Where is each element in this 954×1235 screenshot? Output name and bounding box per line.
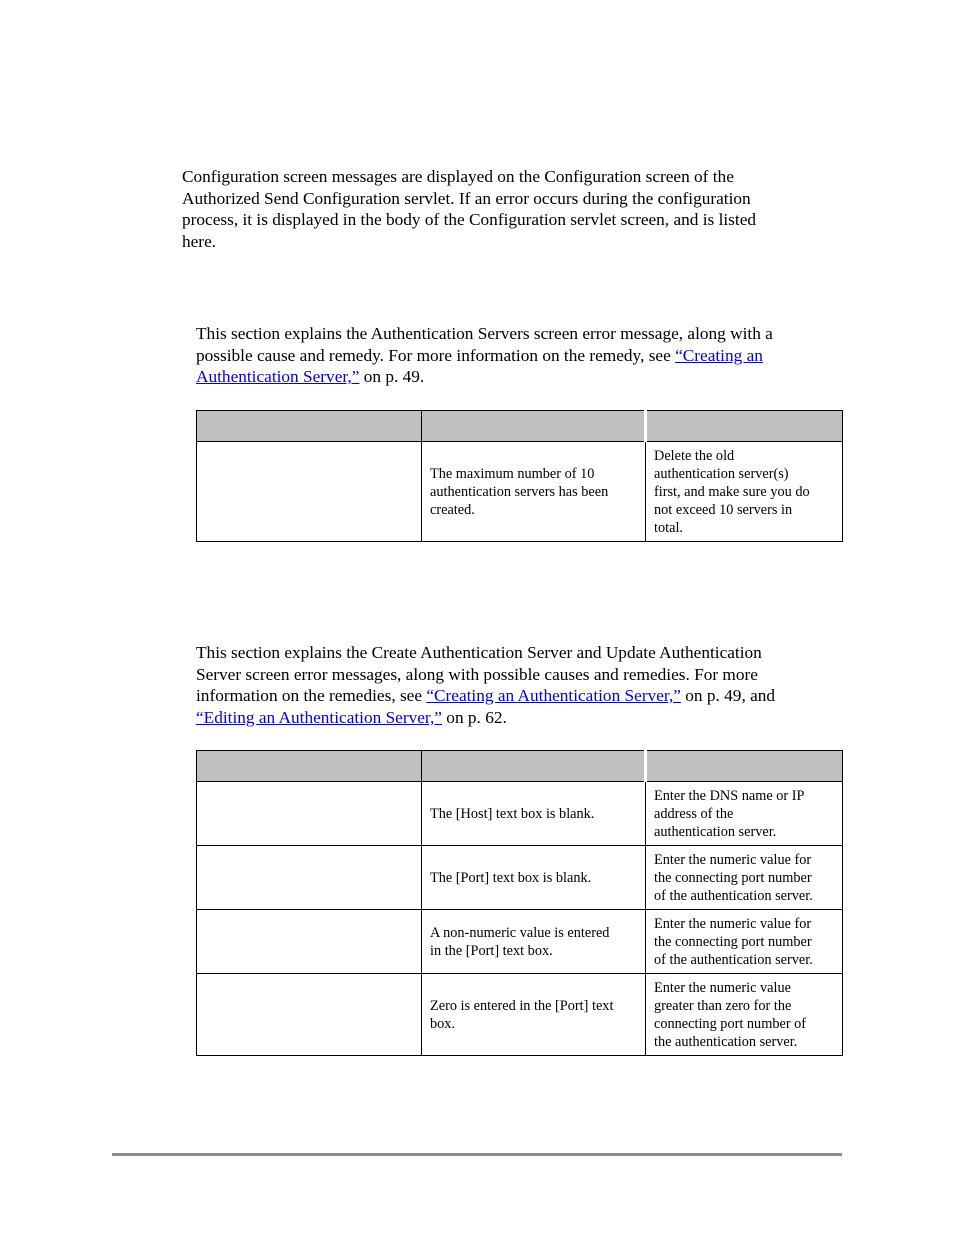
remedy-line: total. — [654, 519, 683, 536]
section2-line — [196, 707, 775, 729]
header-message — [197, 411, 422, 442]
cause-line: The [Host] text box is blank. — [430, 805, 595, 822]
remedy-line: Enter the numeric value for — [654, 851, 812, 868]
editing-auth-server-link[interactable]: “Editing an Authentication Server,” — [196, 707, 442, 727]
cause-line: authentication servers has been — [430, 483, 609, 500]
cause-cell — [422, 910, 646, 974]
remedy-line: the connecting port number — [654, 933, 812, 950]
remedy-line: the authentication server. — [654, 1033, 798, 1050]
message-cell — [197, 974, 422, 1056]
section1-paragraph — [196, 323, 773, 388]
remedy-line: Enter the DNS name or IP — [654, 787, 805, 804]
remedy-line: address of the — [654, 805, 734, 822]
remedy-line: Delete the old — [654, 447, 735, 464]
section2-text: on p. 49, and — [680, 686, 776, 706]
table-row — [197, 910, 843, 974]
remedy-line: authentication server. — [654, 823, 777, 840]
section1-text: on p. 49. — [359, 367, 425, 387]
header-cause — [422, 751, 646, 782]
section2-line: This section explains the Create Authentication Server and Update Authentication — [196, 643, 762, 662]
section1-line — [196, 366, 773, 388]
creating-auth-server-link[interactable]: Authentication Server,” — [196, 367, 360, 387]
remedy-line: connecting port number of — [654, 1015, 807, 1032]
remedy-line: Enter the numeric value for — [654, 915, 812, 932]
cause-line: Zero is entered in the [Port] text — [430, 997, 614, 1014]
section2-text: information on the remedies, see — [196, 686, 427, 706]
cause-cell — [422, 442, 646, 542]
auth-servers-error-table — [196, 410, 843, 542]
section2-line — [196, 685, 775, 707]
intro-line: Configuration screen messages are displayed on the Configuration screen of the — [182, 167, 734, 186]
remedy-line: greater than zero for the — [654, 997, 792, 1014]
header-remedy — [646, 751, 843, 782]
remedy-cell — [646, 846, 843, 910]
table-header-row — [197, 751, 843, 782]
cause-line: created. — [430, 501, 475, 518]
table-row — [197, 442, 843, 542]
message-cell — [197, 782, 422, 846]
section2-paragraph — [196, 642, 775, 728]
remedy-line: Enter the numeric value — [654, 979, 791, 996]
remedy-line: first, and make sure you do — [654, 483, 810, 500]
create-update-error-table — [196, 750, 843, 1056]
message-cell — [197, 846, 422, 910]
intro-line: here. — [182, 231, 217, 251]
message-cell — [197, 910, 422, 974]
cause-line: in the [Port] text box. — [430, 942, 553, 959]
cause-line: The [Port] text box is blank. — [430, 869, 592, 886]
cause-line: box. — [430, 1015, 456, 1032]
cause-line: The maximum number of 10 — [430, 465, 595, 482]
remedy-line: not exceed 10 servers in — [654, 501, 793, 518]
section2-text: on p. 62. — [441, 707, 507, 727]
remedy-cell — [646, 782, 843, 846]
message-cell — [197, 442, 422, 542]
section1-text: possible cause and remedy. For more information on the remedy, see — [196, 345, 676, 365]
creating-auth-server-link[interactable]: “Creating an — [675, 345, 763, 365]
remedy-line: authentication server(s) — [654, 465, 789, 482]
intro-paragraph — [182, 166, 756, 252]
header-message — [197, 751, 422, 782]
cause-cell — [422, 846, 646, 910]
table-header-row — [197, 411, 843, 442]
section2-line: Server screen error messages, along with possible causes and remedies. For more — [196, 664, 758, 684]
remedy-line: the connecting port number — [654, 869, 812, 886]
table-row — [197, 782, 843, 846]
remedy-cell — [646, 910, 843, 974]
table-row — [197, 974, 843, 1056]
section1-line — [196, 345, 773, 367]
header-cause — [422, 411, 646, 442]
table-row — [197, 846, 843, 910]
remedy-cell — [646, 974, 843, 1056]
header-remedy — [646, 411, 843, 442]
cause-line: A non-numeric value is entered — [430, 924, 610, 941]
footer-divider — [112, 1153, 842, 1156]
intro-line: process, it is displayed in the body of the Configuration servlet screen, and is listed — [182, 210, 757, 230]
cause-cell — [422, 974, 646, 1056]
cause-cell — [422, 782, 646, 846]
remedy-line: of the authentication server. — [654, 887, 813, 904]
intro-line: Authorized Send Configuration servlet. If an error occurs during the configuration — [182, 188, 751, 208]
section1-line: This section explains the Authentication Servers screen error message, along with a — [196, 324, 773, 343]
remedy-line: of the authentication server. — [654, 951, 813, 968]
remedy-cell — [646, 442, 843, 542]
creating-auth-server-link[interactable]: “Creating an Authentication Server,” — [426, 686, 681, 706]
